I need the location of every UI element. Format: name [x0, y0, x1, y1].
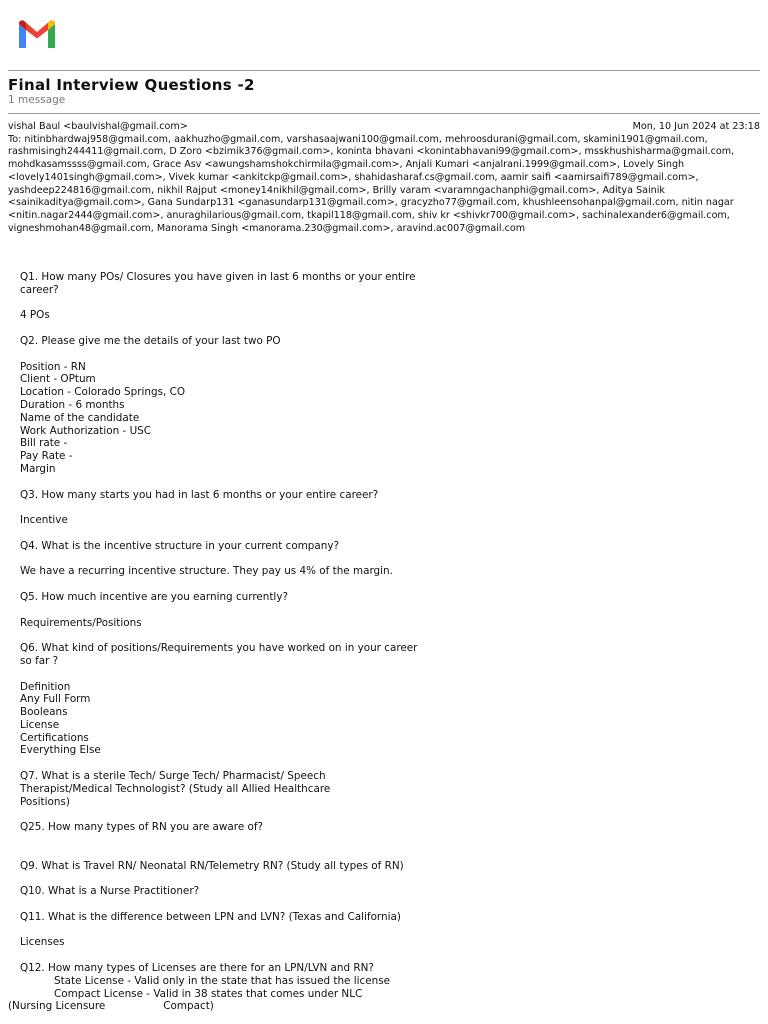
list-item: Any Full Form	[20, 693, 91, 706]
list-item: Everything Else	[20, 744, 101, 757]
answer-6-list	[20, 681, 760, 758]
state-license-line: State License - Valid only in the state that has issued the license	[54, 974, 391, 987]
header-divider	[8, 70, 760, 71]
message-date: Mon, 10 Jun 2024 at 23:18	[632, 121, 760, 132]
answer-2-list	[20, 361, 760, 476]
question-12: Q12. How many types of Licenses are there for an LPN/LVN and RN?	[20, 962, 374, 975]
list-item: Definition	[20, 680, 71, 693]
question-25: Q25. How many types of RN you are aware of?	[20, 821, 264, 834]
list-item: Position - RN	[20, 360, 86, 373]
thread-subject: Final Interview Questions -2	[8, 76, 255, 94]
answer-12	[8, 975, 760, 1013]
answer-5: Requirements/Positions	[20, 616, 142, 629]
blank-line	[20, 847, 760, 860]
question-6: Q6. What kind of positions/Requirements you have worked on in your career so far ?	[20, 642, 418, 667]
answer-1: 4 POs	[20, 309, 50, 322]
question-9: Q9. What is Travel RN/ Neonatal RN/Telemetry RN? (Study all types of RN)	[20, 859, 404, 872]
question-1: Q1. How many POs/ Closures you have given in last 6 months or your entire career?	[20, 271, 416, 296]
gmail-logo-icon	[16, 18, 58, 50]
question-3: Q3. How many starts you had in last 6 months or your entire career?	[20, 488, 379, 501]
list-item: Booleans	[20, 706, 68, 719]
question-4: Q4. What is the incentive structure in your current company?	[20, 539, 340, 552]
answer-4: We have a recurring incentive structure. They pay us 4% of the margin.	[20, 565, 393, 578]
list-item: Pay Rate -	[20, 450, 73, 463]
message-count: 1 message	[8, 94, 66, 106]
list-item: Certifications	[20, 731, 89, 744]
compact-license-line: Compact License - Valid in 38 states that comes under NLC	[54, 987, 363, 1000]
list-item: Work Authorization - USC	[20, 424, 152, 437]
message-body	[8, 271, 760, 1013]
list-item: Client - OPtum	[20, 373, 96, 386]
list-item: Margin	[20, 462, 56, 475]
question-7: Q7. What is a sterile Tech/ Surge Tech/ Pharmacist/ Speech Therapist/Medical Technologist? (Study all Allied Healthcare Positions)	[20, 770, 331, 808]
recipients: To: nitinbhardwaj958@gmail.com, aakhuzho@gmail.com, varshasaajwani100@gmail.com, mehroosdurani@gmail.com, skamini1901@gmail.com, rashmisingh244411@gmail.com, D Zoro <bzimik376@gmail.com>, koninta bhavani <konintabhavani99@gmail.com>, msskhushisharma@gmail.com, mohdkasamssss@gmail.com, Grace Asv <awungshamshokchirmila@gmail.com>, Anjali Kumari <anjalrani.1999@gmail.com>, Lovely Singh <lovely1401singh@gmail.com>, Vivek kumar <ankitckp@gmail.com>, shahidasharaf.cs@gmail.com, aamir saifi <aamirsaifi789@gmail.com>, yashdeep224816@gmail.com, nikhil Rajput <money14nikhil@gmail.com>, Brilly varam <varamngachanphi@gmail.com>, Aditya Sainik <sainikaditya@gmail.com>, Gana Sundarp131 <ganasundarp131@gmail.com>, gracyzho77@gmail.com, khushleensohanpal@gmail.com, nitin nagar <nitin.nagar2444@gmail.com>, anuraghilarious@gmail.com, tkapil118@gmail.com, shiv kr <shivkr700@gmail.com>, sachinalexander6@gmail.com, vigneshmohan48@gmail.com, Manorama Singh <manorama.230@gmail.com>, aravind.ac007@gmail.com	[8, 133, 735, 234]
question-2: Q2. Please give me the details of your last two PO	[20, 334, 281, 347]
list-item: Name of the candidate	[20, 411, 140, 424]
question-10: Q10. What is a Nurse Practitioner?	[20, 885, 200, 898]
list-item: Bill rate -	[20, 437, 68, 450]
subject-divider	[8, 113, 760, 114]
nlc-right: Compact)	[163, 1000, 214, 1013]
answer-11: Licenses	[20, 936, 65, 949]
question-11: Q11. What is the difference between LPN and LVN? (Texas and California)	[20, 910, 401, 923]
nlc-left: (Nursing Licensure	[8, 1000, 106, 1013]
message-header	[8, 121, 760, 235]
list-item: Duration - 6 months	[20, 398, 125, 411]
nlc-line	[8, 1000, 760, 1013]
list-item: Location - Colorado Springs, CO	[20, 386, 186, 399]
sender[interactable]: vishal Baul <baulvishal@gmail.com>	[8, 121, 188, 132]
answer-3: Incentive	[20, 514, 68, 527]
list-item: License	[20, 718, 60, 731]
question-5: Q5. How much incentive are you earning currently?	[20, 590, 288, 603]
